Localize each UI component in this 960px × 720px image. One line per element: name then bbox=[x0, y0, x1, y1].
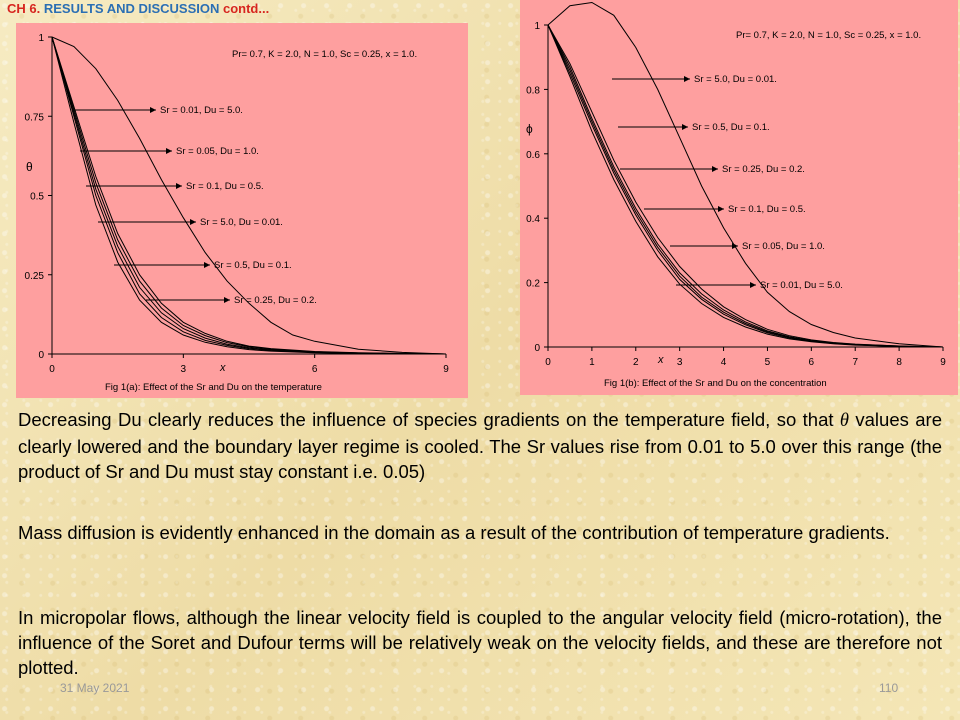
fig1a-y-axis-title: θ bbox=[26, 160, 33, 174]
concentration-chart-svg bbox=[520, 0, 958, 395]
fig1b-x-tick-label: 9 bbox=[940, 357, 946, 368]
fig1a-x-axis-title: x bbox=[220, 362, 226, 374]
fig1a-annotation-arrowhead bbox=[204, 262, 210, 268]
fig1a-x-tick-label: 9 bbox=[443, 364, 449, 375]
fig1a-y-tick-label: 0.5 bbox=[30, 191, 44, 203]
fig1a-series-line bbox=[52, 37, 446, 354]
header-contd: contd... bbox=[219, 1, 270, 16]
header-separator: . bbox=[36, 1, 41, 16]
fig1b-y-tick-label: 0.4 bbox=[526, 214, 540, 226]
fig1b-series-label: Sr = 0.01, Du = 5.0. bbox=[760, 280, 843, 291]
fig1b-annotation-arrowhead bbox=[684, 76, 690, 82]
slide-header bbox=[7, 1, 269, 16]
fig1b-annotation-arrowhead bbox=[732, 243, 738, 249]
fig1a-annotation-arrowhead bbox=[166, 148, 172, 154]
fig1b-params-label: Pr= 0.7, K = 2.0, N = 1.0, Sc = 0.25, x = 1.0. bbox=[736, 30, 922, 41]
chapter-label: CH 6 bbox=[7, 1, 37, 16]
fig1a-annotation-arrowhead bbox=[150, 107, 156, 113]
paragraph-temperature-start: Decreasing Du clearly reduces the influence of species gradients on the temperature field, so that bbox=[18, 409, 840, 430]
fig1a-series-line bbox=[52, 37, 446, 354]
fig1b-y-tick-label: 0.2 bbox=[526, 278, 540, 290]
fig1b-x-tick-label: 8 bbox=[896, 357, 902, 368]
fig1b-x-tick-label: 5 bbox=[764, 357, 771, 368]
fig1b-annotation-arrowhead bbox=[750, 282, 756, 288]
fig1b-y-tick-label: 1 bbox=[534, 21, 540, 32]
fig1b-x-tick-label: 4 bbox=[720, 357, 727, 368]
fig1a-y-tick-label: 0.75 bbox=[24, 112, 44, 124]
concentration-chart bbox=[520, 0, 958, 395]
fig1a-x-tick-label: 0 bbox=[49, 364, 55, 375]
fig1b-series-label: Sr = 5.0, Du = 0.01. bbox=[694, 74, 777, 85]
paragraph-temperature bbox=[18, 407, 942, 484]
fig1a-series-line bbox=[52, 37, 446, 354]
fig1a-series-label: Sr = 0.25, Du = 0.2. bbox=[234, 295, 317, 306]
fig1b-annotation-arrowhead bbox=[718, 206, 724, 212]
fig1a-annotation-arrowhead bbox=[176, 183, 182, 189]
fig1a-series-line bbox=[52, 37, 446, 354]
fig1b-y-tick-label: 0.8 bbox=[526, 85, 540, 97]
fig1b-series-label: Sr = 0.25, Du = 0.2. bbox=[722, 164, 805, 175]
fig1b-annotation-arrowhead bbox=[712, 166, 718, 172]
fig1b-caption: Fig 1(b): Effect of the Sr and Du on the concentration bbox=[604, 378, 827, 389]
temperature-chart-svg bbox=[16, 23, 468, 398]
fig1a-y-tick-label: 0 bbox=[38, 350, 44, 361]
fig1b-x-tick-label: 0 bbox=[545, 357, 551, 368]
header-title: RESULTS AND DISCUSSION bbox=[40, 1, 220, 16]
fig1b-y-axis-title: ϕ bbox=[526, 122, 533, 136]
fig1a-series-label: Sr = 0.05, Du = 1.0. bbox=[176, 146, 259, 157]
fig1a-caption: Fig 1(a): Effect of the Sr and Du on the temperature bbox=[105, 382, 322, 393]
fig1a-series-label: Sr = 0.5, Du = 0.1. bbox=[214, 260, 292, 271]
fig1a-series-label: Sr = 5.0, Du = 0.01. bbox=[200, 217, 283, 228]
fig1a-annotation-arrowhead bbox=[190, 219, 196, 225]
fig1b-y-tick-label: 0 bbox=[534, 343, 540, 354]
fig1b-x-tick-label: 7 bbox=[852, 357, 859, 368]
fig1b-series-label: Sr = 0.1, Du = 0.5. bbox=[728, 204, 806, 215]
fig1a-annotation-arrowhead bbox=[224, 297, 230, 303]
fig1a-x-tick-label: 6 bbox=[311, 364, 318, 375]
fig1a-series-label: Sr = 0.1, Du = 0.5. bbox=[186, 181, 264, 192]
fig1b-annotation-arrowhead bbox=[682, 124, 688, 130]
fig1a-x-tick-label: 3 bbox=[180, 364, 187, 375]
fig1b-x-axis-title: x bbox=[658, 354, 664, 366]
fig1b-x-tick-label: 1 bbox=[589, 357, 595, 368]
fig1a-y-tick-label: 0.25 bbox=[24, 270, 44, 282]
theta-symbol: θ bbox=[839, 411, 849, 431]
temperature-chart bbox=[16, 23, 468, 398]
fig1b-y-tick-label: 0.6 bbox=[526, 149, 540, 161]
fig1a-series-line bbox=[52, 37, 446, 354]
paragraph-mass-diffusion: Mass diffusion is evidently enhanced in the domain as a result of the contribution of temperature gradients. bbox=[18, 522, 890, 543]
fig1b-x-tick-label: 2 bbox=[632, 357, 639, 368]
fig1b-series-label: Sr = 0.5, Du = 0.1. bbox=[692, 122, 770, 133]
page-number: 110 bbox=[879, 681, 899, 695]
fig1b-series-label: Sr = 0.05, Du = 1.0. bbox=[742, 241, 825, 252]
paragraph-temperature-end: values are clearly lowered and the boundary layer regime is cooled. The Sr values rise from 0.01 to 5.0 over this range (the product of Sr and Du must stay constant i.e. 0.05) bbox=[18, 409, 942, 482]
fig1a-params-label: Pr= 0.7, K = 2.0, N = 1.0, Sc = 0.25, x = 1.0. bbox=[232, 49, 418, 60]
paragraph-micropolar: In micropolar flows, although the linear velocity field is coupled to the angular velocity field (micro-rotation), the influence of the Soret and Dufour terms will be relatively weak on the velocity fields, and these are therefore not plotted. bbox=[18, 607, 942, 678]
fig1a-series-line bbox=[52, 37, 446, 354]
footer-date: 31 May 2021 bbox=[60, 681, 130, 695]
fig1b-x-tick-label: 3 bbox=[676, 357, 683, 368]
fig1b-x-tick-label: 6 bbox=[808, 357, 815, 368]
fig1a-series-label: Sr = 0.01, Du = 5.0. bbox=[160, 105, 243, 116]
fig1a-y-tick-label: 1 bbox=[38, 33, 44, 44]
